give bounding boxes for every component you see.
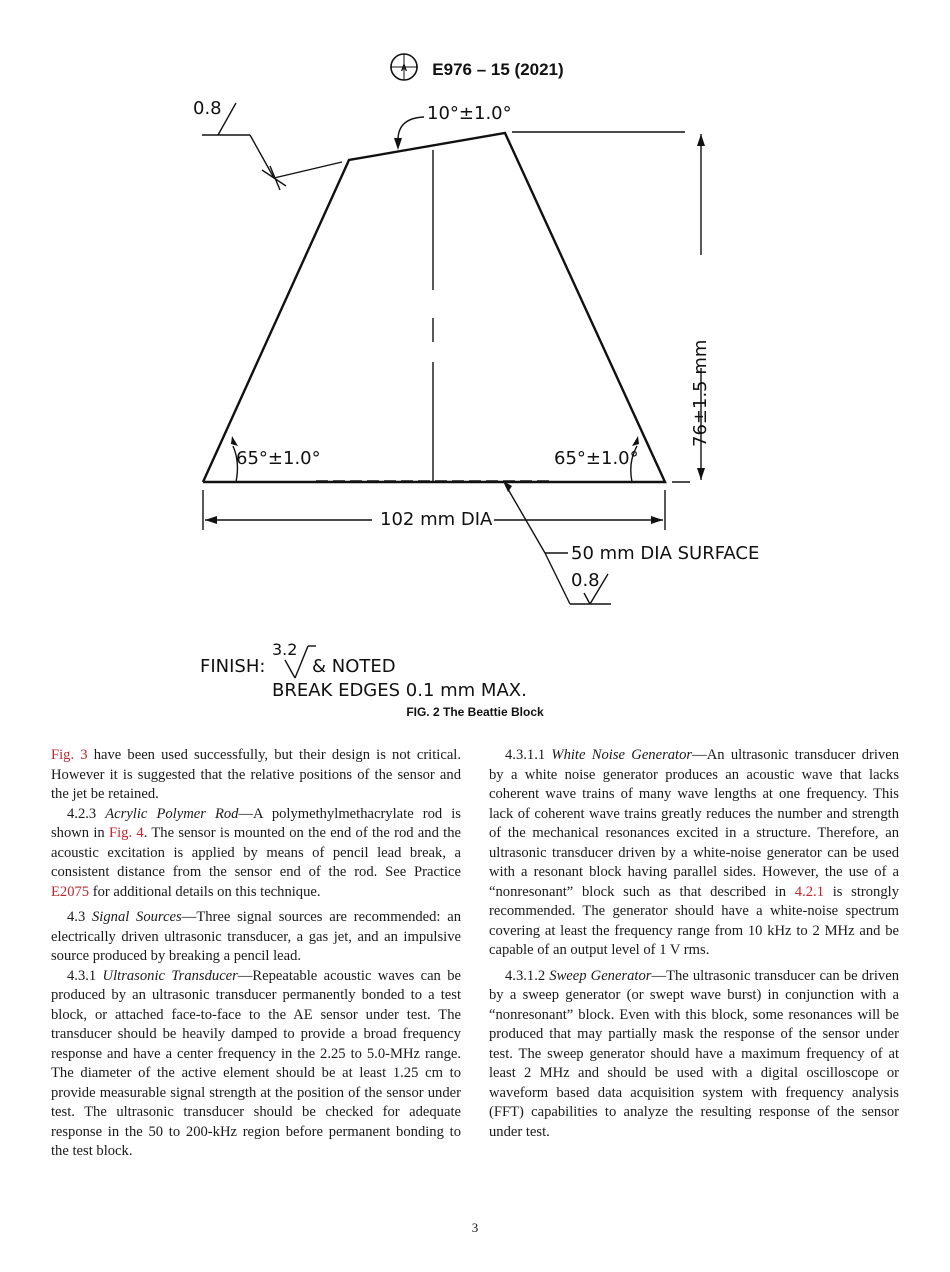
fig4-link[interactable]: Fig. 4 [109,825,144,841]
paragraph-text: —The ultrasonic transducer can be driven by a sweep generator (or swept wave burst) in conjunction with a “nonresonant” block. Even with this block, some resonances will be produced that may partially mask the response of the sensor under test. The sweep generator should have a maximum frequency of at least 2 MHz and should be used with a digital oscilloscope or waveform based data acquisition system with frequency analysis (FFT) capabilities to analyze the resulting response of the sensor under test. [489,967,899,1140]
paragraph-text: —An ultrasonic transducer driven by a white noise generator produces an acoustic wave that lacks coherent wave trains of many wave lengths at one frequency. This lack of coherent wave trains greatly reduces the number and strength of the mechanical resonances excited in a structure. Therefore, an ultrasonic transducer driven by a white-noise generator can be used with a resonant block having parallel sides. However, the use of a “nonresonant” block such as that described in [489,747,899,900]
paragraph-4-3 [51,908,461,967]
astm-logo-icon [386,52,422,87]
paragraph-text: —Repeatable acoustic waves can be produced by an ultrasonic transducer permanently bonded to a test block, or attached face-to-face to the AE sensor under test. The transducer should be heavily damped to provide a broad frequency response and have a center frequency in the 2.25 to 5.0-MHz range. The diameter of the active element should be at least 1.25 cm to provide measurable signal strength at the position of the sensor under test. The ultrasonic transducer should be checked for adequate response in the 50 to 200-kHz region before permanent bonding to the test block. [51,967,461,1159]
break-edges-label: BREAK EDGES 0.1 mm MAX. [272,680,527,701]
document-id: E976 – 15 (2021) [432,59,564,79]
finish-label-top-left: 0.8 [193,98,222,119]
section-title: White Noise Generator [551,747,693,763]
paragraph-text: . The sensor is mounted on the end of the rod and the acoustic excitation is applied by means of pencil lead break, a consistent distance from the sensor end of the rod. See Practice [51,825,461,880]
base-dia-label: 102 mm DIA [380,509,493,530]
e2075-link[interactable]: E2075 [51,883,90,900]
section-number: 4.3.1.1 [505,747,552,763]
section-title: Signal Sources [92,909,182,925]
beattie-block-drawing [0,90,950,710]
finish-value: 3.2 [272,640,298,659]
top-angle-leader [398,117,424,140]
svg-text:A: A [401,63,408,73]
top-angle-label: 10°±1.0° [427,103,512,124]
paragraph-text: is strongly recommended. The generator should have a white-noise spectrum covering at least the frequency range from 10 kHz to 2 MHz and be capable of an output level of 1 V rms. [489,883,899,958]
paragraph-4-3-1 [51,967,461,1162]
finish-label-bottom: 0.8 [571,570,600,591]
leader-line-left [250,135,274,178]
section-number: 4.3 [67,909,92,925]
finish-noted: & NOTED [312,656,396,677]
paragraph-text: have been used successfully, but their design is not critical. However it is suggested that the relative positions of the sensor and the jet be retained. [51,747,462,802]
figure-caption: FIG. 2 The Beattie Block [406,705,544,719]
finish-title: FINISH: [200,656,266,677]
block-outline [203,133,665,482]
paragraph-4-2-3 [51,805,461,903]
paragraph-text: for additional details on this technique. [89,883,321,900]
paragraph [51,746,461,805]
surface-leader [505,484,545,553]
section-number: 4.2.3 [67,805,106,822]
section-title: Sweep Generator [549,967,652,984]
height-label: 76±1.5 mm [690,339,711,447]
finish-symbol-bottom [545,553,570,604]
section-4-2-1-link[interactable]: 4.2.1 [794,883,824,900]
section-title: Acrylic Polymer Rod [105,805,239,822]
paragraph-4-3-1-1 [489,746,899,961]
section-title: Ultrasonic Transducer [102,967,238,984]
right-column [489,746,899,1142]
figure-beattie-block [0,90,950,710]
leader-cross [262,170,286,186]
paragraph-text: —Three signal sources are recommended: an electrically driven ultrasonic transducer, a gas jet, and an impulsive source produced by breaking a pencil lead. [51,909,462,964]
surface-dia-label: 50 mm DIA SURFACE [571,543,760,564]
left-column [51,746,461,1162]
right-angle-label: 65°±1.0° [554,448,639,469]
page-header [0,52,950,87]
paragraph-text: —A polymethylmethacrylate rod is shown in [51,805,461,841]
section-number: 4.3.1 [67,967,103,984]
finish-check-symbol [285,660,295,678]
page-number: 3 [471,1220,479,1235]
fig3-link[interactable]: Fig. 3 [51,747,88,763]
paragraph-4-3-1-2 [489,967,899,1143]
left-angle-label: 65°±1.0° [236,448,321,469]
section-number: 4.3.1.2 [505,967,550,984]
